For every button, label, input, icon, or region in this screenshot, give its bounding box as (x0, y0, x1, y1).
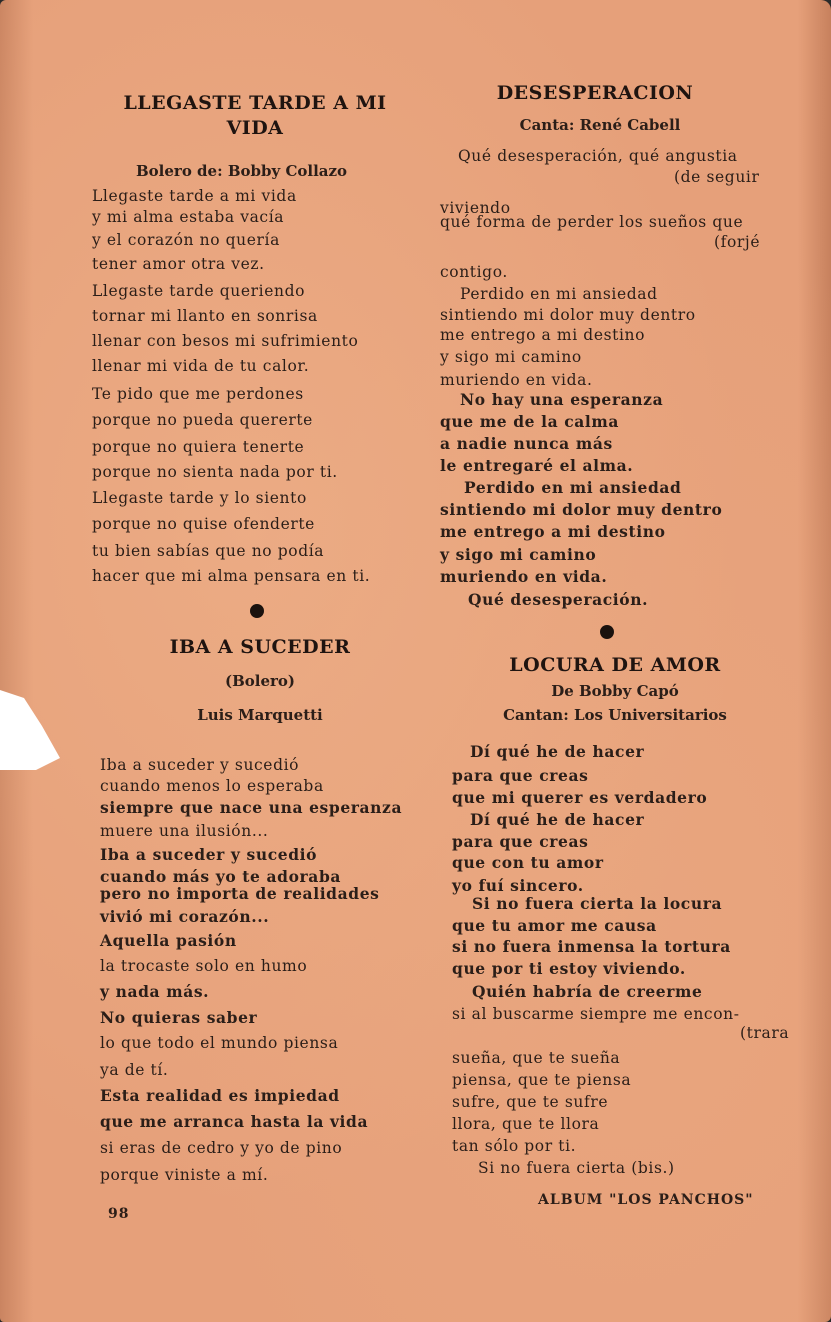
lyric-line: vivió mi corazón... (100, 907, 270, 926)
lyric-line: para que creas (452, 766, 589, 785)
lyric-line: que por ti estoy viviendo. (452, 959, 686, 978)
lyric-line: porque viniste a mí. (100, 1166, 269, 1184)
lyric-line: (de seguir (674, 168, 760, 186)
song-singers: Cantan: Los Universitarios (503, 706, 727, 724)
lyric-line: lo que todo el mundo piensa (100, 1034, 339, 1052)
lyric-line: y sigo mi camino (440, 545, 597, 564)
lyric-line: tornar mi llanto en sonrisa (92, 307, 318, 325)
lyric-line: tener amor otra vez. (92, 255, 265, 273)
lyric-line: Qué desesperación. (468, 590, 649, 609)
lyric-line: Llegaste tarde queriendo (92, 282, 306, 300)
lyric-line: llenar con besos mi sufrimiento (92, 332, 359, 350)
lyric-line: muere una ilusión... (100, 822, 269, 840)
lyric-line: cuando más yo te adoraba (100, 867, 342, 886)
lyric-line: Perdido en mi ansiedad (460, 285, 658, 303)
lyric-line: que me de la calma (440, 412, 620, 431)
song-title-continued: VIDA (226, 117, 284, 139)
lyric-line: Quién habría de creerme (472, 982, 703, 1001)
lyric-line: porque no quise ofenderte (92, 515, 315, 533)
lyric-line: Iba a suceder y sucedió (100, 756, 300, 774)
lyric-line: sintiendo mi dolor muy dentro (440, 500, 723, 519)
lyric-line: piensa, que te piensa (452, 1071, 632, 1089)
lyric-line: y sigo mi camino (440, 348, 582, 366)
lyric-line: Si no fuera cierta la locura (472, 894, 723, 913)
lyric-line: me entrego a mi destino (440, 522, 666, 541)
lyric-line: Llegaste tarde a mi vida (92, 187, 297, 205)
lyric-line: si eras de cedro y yo de pino (100, 1139, 343, 1157)
lyric-line: llora, que te llora (452, 1115, 600, 1133)
lyric-line: si no fuera inmensa la tortura (452, 937, 731, 956)
song-author: De Bobby Capó (551, 682, 679, 700)
lyric-line: le entregaré el alma. (440, 456, 634, 475)
lyric-line: porque no sienta nada por ti. (92, 463, 338, 481)
lyric-line: y mi alma estaba vacía (92, 208, 285, 226)
lyric-line: a nadie nunca más (440, 434, 613, 453)
lyric-line: ya de tí. (100, 1061, 169, 1079)
lyric-line: Perdido en mi ansiedad (464, 478, 682, 497)
page-number: 98 (108, 1206, 130, 1222)
lyric-line: la trocaste solo en humo (100, 957, 308, 975)
lyric-line: pero no importa de realidades (100, 884, 380, 903)
lyric-line: que tu amor me causa (452, 916, 657, 935)
lyric-line: que mi querer es verdadero (452, 788, 708, 807)
song-genre: (Bolero) (224, 672, 296, 690)
lyric-line: Dí qué he de hacer (470, 810, 645, 829)
lyric-line: Iba a suceder y sucedió (100, 845, 318, 864)
lyric-line: siempre que nace una esperanza (100, 798, 403, 817)
song-title: IBA A SUCEDER (169, 636, 351, 658)
lyric-line: (forjé (714, 233, 761, 251)
lyric-line: Si no fuera cierta (bis.) (478, 1159, 675, 1177)
lyric-line: Aquella pasión (100, 931, 237, 950)
lyric-line: sintiendo mi dolor muy dentro (440, 306, 696, 324)
lyric-line: No quieras saber (100, 1008, 258, 1027)
lyric-line: cuando menos lo esperaba (100, 777, 324, 795)
torn-corner (0, 690, 60, 770)
lyric-line: qué forma de perder los sueños que (440, 213, 744, 231)
lyric-line: tan sólo por ti. (452, 1137, 577, 1155)
lyric-line: muriendo en vida. (440, 567, 608, 586)
lyric-line: que me arranca hasta la vida (100, 1112, 369, 1131)
lyric-line: que con tu amor (452, 853, 604, 872)
lyric-line: muriendo en vida. (440, 371, 593, 389)
lyric-line: porque no quiera tenerte (92, 438, 305, 456)
lyric-line: (trara (740, 1024, 790, 1042)
lyric-line: sufre, que te sufre (452, 1093, 609, 1111)
song-credit: Bolero de: Bobby Collazo (136, 162, 348, 180)
song-title: LLEGASTE TARDE A MI (123, 92, 387, 114)
lyric-line: para que creas (452, 832, 589, 851)
lyric-line: Dí qué he de hacer (470, 742, 645, 761)
lyric-line: me entrego a mi destino (440, 326, 646, 344)
lyric-line: y nada más. (100, 982, 210, 1001)
song-title: LOCURA DE AMOR (509, 654, 721, 676)
song-title: DESESPERACION (496, 82, 694, 104)
lyric-line: viviendo (440, 199, 511, 217)
album-footer: ALBUM "LOS PANCHOS" (538, 1192, 754, 1208)
separator-bullet (250, 604, 264, 618)
lyric-line: llenar mi vida de tu calor. (92, 357, 310, 375)
song-credit: Canta: René Cabell (519, 116, 681, 134)
lyric-line: hacer que mi alma pensara en ti. (92, 567, 371, 585)
lyric-line: Esta realidad es impiedad (100, 1086, 340, 1105)
lyric-line: Te pido que me perdones (92, 385, 304, 403)
lyric-line: y el corazón no quería (92, 231, 280, 249)
lyric-line: yo fuí sincero. (452, 876, 584, 895)
lyric-line: contigo. (440, 263, 508, 281)
lyric-line: Qué desesperación, qué angustia (458, 147, 738, 165)
lyric-line: porque no pueda quererte (92, 411, 313, 429)
separator-bullet (600, 625, 614, 639)
lyric-line: No hay una esperanza (460, 390, 664, 409)
lyric-line: si al buscarme siempre me encon- (452, 1005, 740, 1023)
lyric-line: tu bien sabías que no podía (92, 542, 325, 560)
lyric-line: Llegaste tarde y lo siento (92, 489, 307, 507)
lyric-line: sueña, que te sueña (452, 1049, 621, 1067)
song-author: Luis Marquetti (197, 706, 323, 724)
